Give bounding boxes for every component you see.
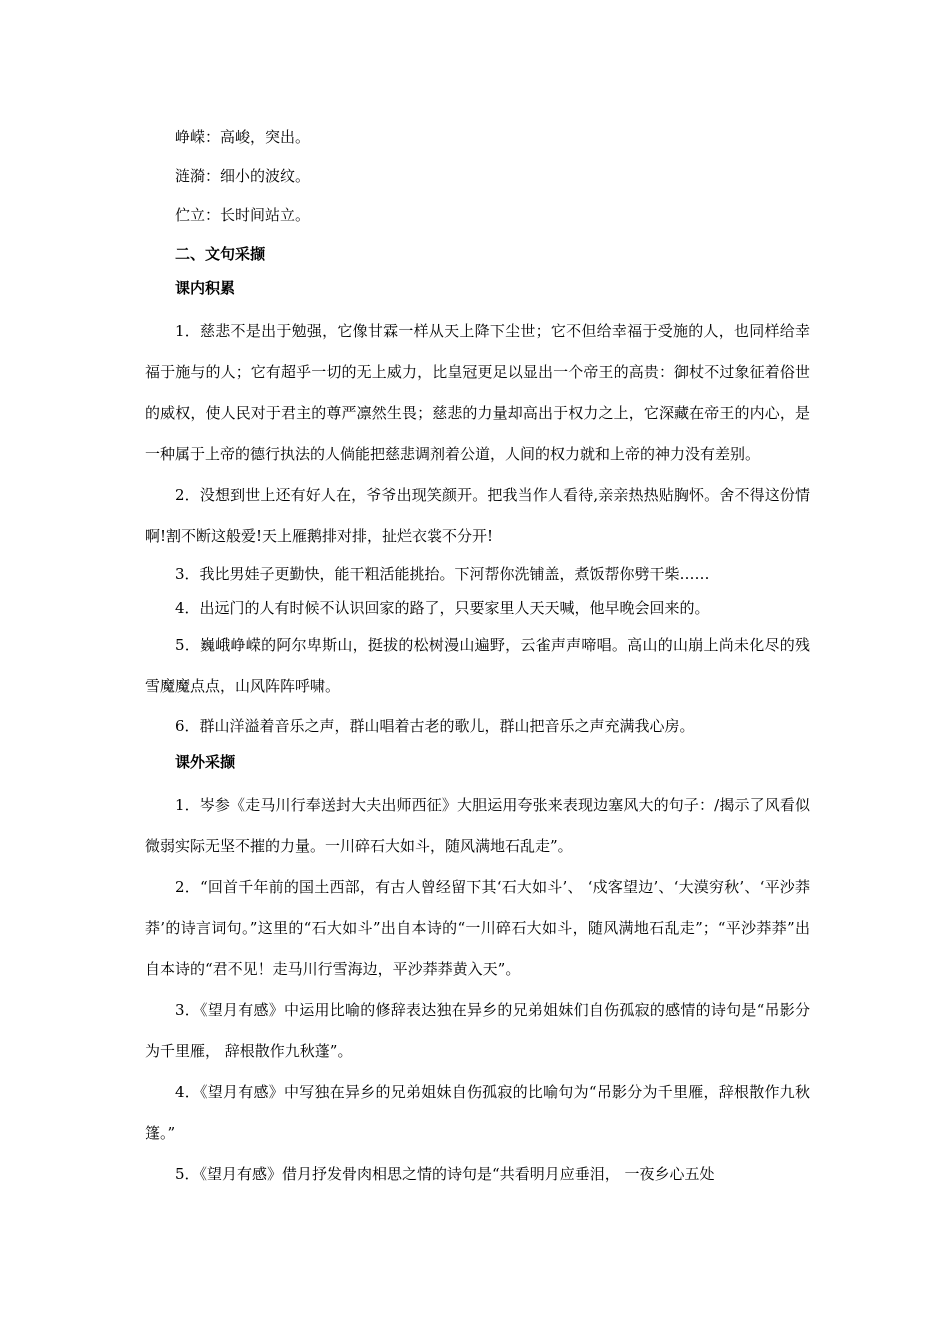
- vocab-item: 峥嵘：高峻，突出。: [175, 128, 311, 146]
- outclass-item-3: 3．《望月有感》中运用比喻的修辞表达独在异乡的兄弟姐妹们自伤孤寂的感情的诗句是“吊影分为千里雁， 辞根散作九秋蓬”。: [145, 1001, 810, 1060]
- inclass-item-6: 6．群山洋溢着音乐之声，群山唱着古老的歌儿，群山把音乐之声充满我心房。: [175, 717, 695, 735]
- outclass-item-1: 1．岑参《走马川行奉送封大夫出师西征》大胆运用夸张来表现边塞风大的句子：/揭示了风看似微弱实际无坚不摧的力量。一川碎石大如斗，随风满地石乱走”。: [145, 796, 810, 855]
- outclass-item-2: 2．“回首千年前的国土西部，有古人曾经留下其‘石大如斗’、 ‘戍客望边’、‘大漠穷秋’、‘平沙莽莽’的诗言词句。”这里的“石大如斗”出自本诗的“一川碎石大如斗，随风满地石乱走”；“平沙莽莽”出自本诗的“君不见！走马川行雪海边，平沙莽莽黄入天”。: [145, 878, 810, 978]
- outclass-title: 课外采撷: [175, 753, 236, 771]
- inclass-title: 课内积累: [175, 279, 236, 297]
- inclass-item-4: 4．出远门的人有时候不认识回家的路了，只要家里人天天喊，他早晚会回来的。: [175, 599, 710, 617]
- outclass-item-4: 4．《望月有感》中写独在异乡的兄弟姐妹自伤孤寂的比喻句为“吊影分为千里雁，辞根散作九秋篷。”: [145, 1083, 810, 1142]
- inclass-item-3: 3．我比男娃子更勤快，能干粗活能挑抬。下河帮你洗铺盖，煮饭帮你劈干柴……: [175, 565, 710, 583]
- document-page: [145, 118, 810, 1195]
- vocab-item: 伫立：长时间站立。: [175, 206, 311, 224]
- vocab-item: 涟漪：细小的波纹。: [175, 167, 311, 185]
- inclass-item-1: 1．慈悲不是出于勉强，它像甘霖一样从天上降下尘世；它不但给幸福于受施的人，也同样给幸福于施与的人；它有超乎一切的无上威力，比皇冠更足以显出一个帝王的高贵：御杖不过象征着俗世的威权，使人民对于君主的尊严凛然生畏；慈悲的力量却高出于权力之上，它深藏在帝王的内心，是一种属于上帝的德行执法的人倘能把慈悲调剂着公道，人间的权力就和上帝的神力没有差别。: [145, 322, 810, 463]
- inclass-item-2: 2．没想到世上还有好人在，爷爷出现笑颜开。把我当作人看待,亲亲热热贴胸怀。舍不得这份情啊!割不断这般爱!天上雁鹅排对排，扯烂衣裳不分开!: [145, 486, 810, 545]
- inclass-item-5: 5．巍峨峥嵘的阿尔卑斯山，挺拔的松树漫山遍野，云雀声声啼唱。高山的山崩上尚未化尽的残雪魔魔点点，山风阵阵呼啸。: [145, 636, 810, 695]
- outclass-item-5: 5．《望月有感》借月抒发骨肉相思之情的诗句是“共看明月应垂泪， 一夜乡心五处: [175, 1165, 715, 1183]
- section-title: 二、文句采撷: [175, 245, 266, 263]
